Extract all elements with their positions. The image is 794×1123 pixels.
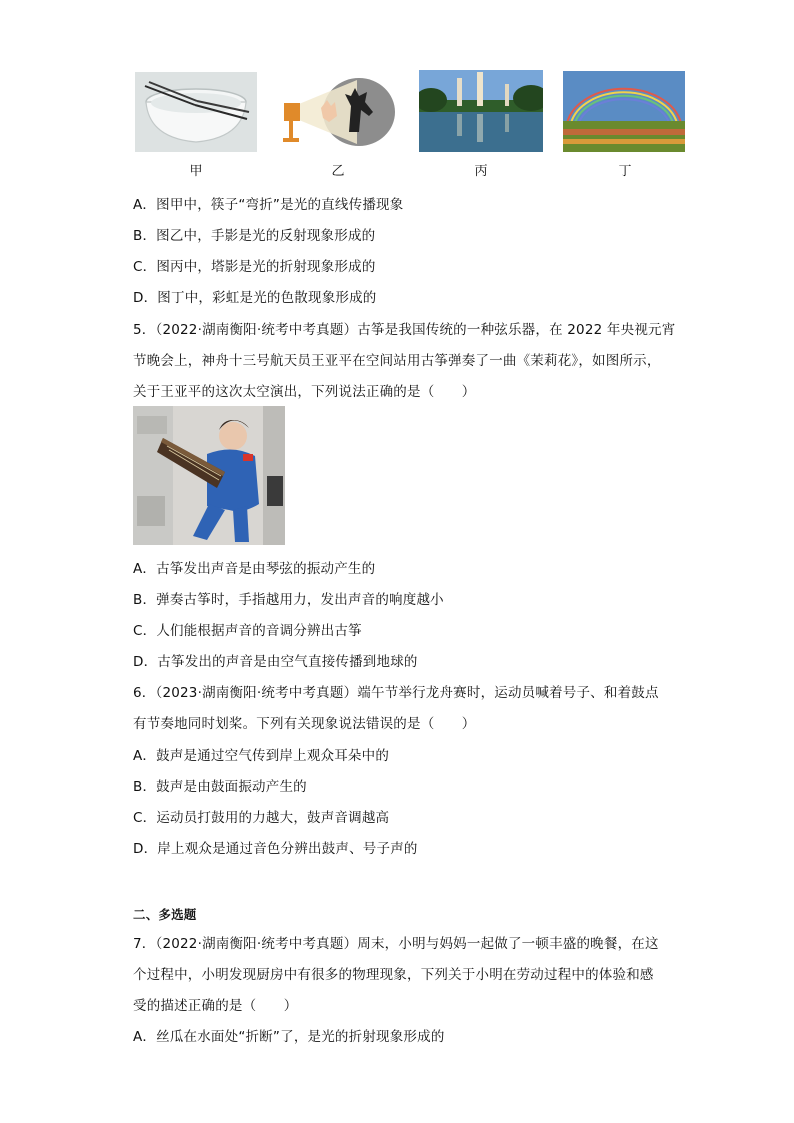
figure-caption-ding: 丁 bbox=[618, 164, 632, 179]
q4-option-b: B．图乙中，手影是光的反射现象形成的 bbox=[133, 228, 376, 244]
q6-option-b: B．鼓声是由鼓面振动产生的 bbox=[133, 779, 307, 795]
q7-stem-line-3: 受的描述正确的是（ ） bbox=[133, 998, 298, 1014]
bowl-with-chopsticks-photo bbox=[135, 72, 257, 152]
q5-stem-line-2: 节晚会上，神舟十三号航天员王亚平在空间站用古筝弹奏了一曲《茉莉花》，如图所示， bbox=[133, 353, 661, 369]
q4-option-d: D．图丁中，彩虹是光的色散现象形成的 bbox=[133, 290, 377, 306]
q6-option-a: A．鼓声是通过空气传到岸上观众耳朵中的 bbox=[133, 748, 390, 764]
rainbow-photo bbox=[563, 71, 685, 152]
astronaut-playing-guzheng-photo bbox=[133, 406, 285, 545]
q5-option-b: B．弹奏古筝时，手指越用力，发出声音的响度越小 bbox=[133, 592, 444, 608]
q5-option-c: C．人们能根据声音的音调分辨出古筝 bbox=[133, 623, 362, 639]
q6-option-c: C．运动员打鼓用的力越大，鼓声音调越高 bbox=[133, 810, 390, 826]
q5-option-a: A．古筝发出声音是由琴弦的振动产生的 bbox=[133, 561, 376, 577]
q6-stem-line-2: 有节奏地同时划桨。下列有关现象说法错误的是（ ） bbox=[133, 716, 476, 732]
q4-option-c: C．图丙中，塔影是光的折射现象形成的 bbox=[133, 259, 376, 275]
q5-stem-line-1: 5．（2022·湖南衡阳·统考中考真题）古筝是我国传统的一种弦乐器，在 2022 年央视元宵 bbox=[133, 322, 676, 338]
q6-stem-line-1: 6．（2023·湖南衡阳·统考中考真题）端午节举行龙舟赛时，运动员喊着号子、和着鼓点 bbox=[133, 685, 659, 701]
q7-option-a: A．丝瓜在水面处“折断”了，是光的折射现象形成的 bbox=[133, 1029, 445, 1045]
q7-stem-line-2: 个过程中，小明发现厨房中有很多的物理现象，下列关于小明在劳动过程中的体验和感 bbox=[133, 967, 654, 983]
figure-caption-yi: 乙 bbox=[331, 164, 345, 179]
q6-option-d: D．岸上观众是通过音色分辨出鼓声、号子声的 bbox=[133, 841, 418, 857]
q5-option-d: D．古筝发出的声音是由空气直接传播到地球的 bbox=[133, 654, 418, 670]
hand-shadow-projector-photo bbox=[279, 72, 397, 152]
figure-caption-jia: 甲 bbox=[189, 164, 203, 179]
figure-caption-bing: 丙 bbox=[474, 164, 488, 179]
section-heading-multi-choice: 二、多选题 bbox=[133, 907, 197, 922]
q5-stem-line-3: 关于王亚平的这次太空演出，下列说法正确的是（ ） bbox=[133, 384, 476, 400]
pagoda-reflection-photo bbox=[419, 70, 543, 152]
q4-option-a: A．图甲中，筷子“弯折”是光的直线传播现象 bbox=[133, 197, 404, 213]
q7-stem-line-1: 7．（2022·湖南衡阳·统考中考真题）周末，小明与妈妈一起做了一顿丰盛的晚餐，在这 bbox=[133, 936, 659, 952]
